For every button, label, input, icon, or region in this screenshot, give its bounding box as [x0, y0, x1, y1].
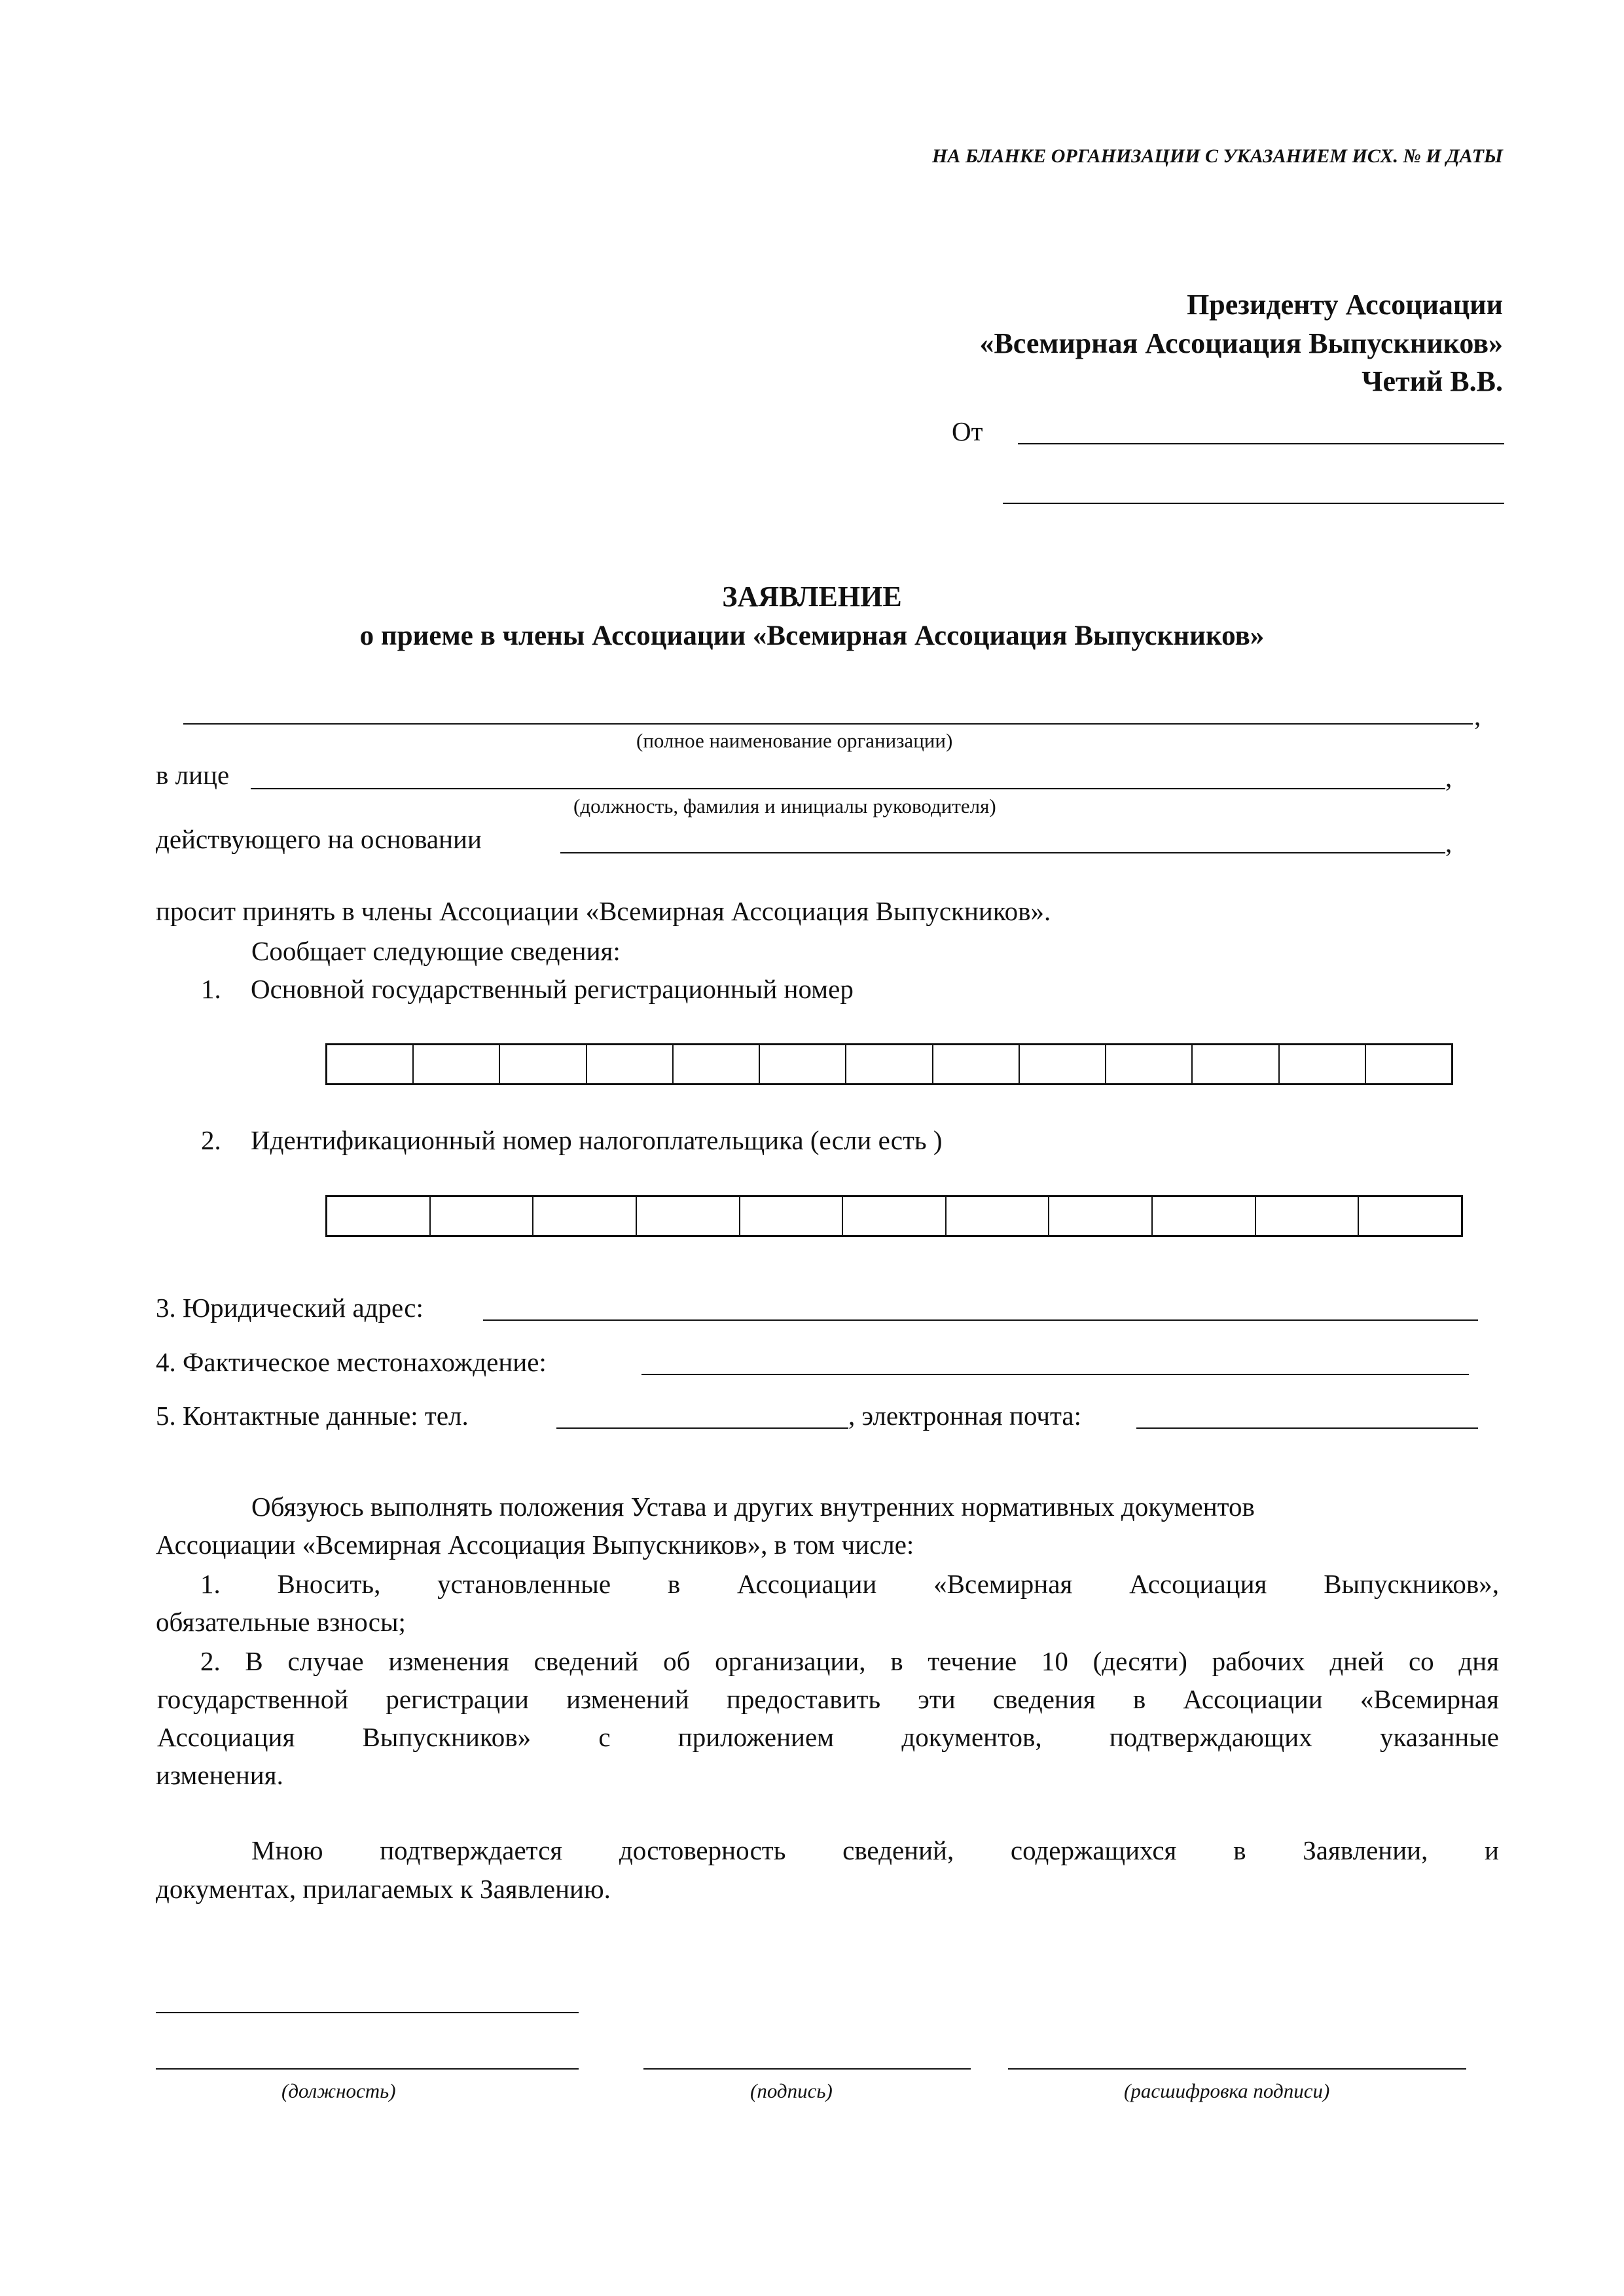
ogrn-digit-cell[interactable] [672, 1045, 759, 1083]
ogrn-input-grid[interactable] [325, 1043, 1453, 1085]
head-of-organization-field[interactable] [251, 788, 1445, 789]
addressee-line-1: Президенту Ассоциации [1187, 289, 1503, 321]
inn-digit-cell[interactable] [945, 1197, 1049, 1235]
ogrn-digit-cell[interactable] [586, 1045, 672, 1083]
head-comma: , [1445, 762, 1453, 793]
inn-digit-cell[interactable] [842, 1197, 945, 1235]
signature-decoding-line[interactable] [1008, 2068, 1466, 2070]
org-name-comma: , [1474, 701, 1481, 731]
org-name-caption: (полное наименование организации) [636, 729, 953, 752]
actual-location-label: 4. Фактическое местонахождение: [156, 1347, 547, 1377]
contact-phone-label: 5. Контактные данные: тел. [156, 1401, 469, 1431]
obligations-line-1: Обязуюсь выполнять положения Устава и других внутренних нормативных документов [251, 1492, 1255, 1522]
ogrn-digit-cell[interactable] [327, 1045, 412, 1083]
from-field-line-1[interactable] [1018, 443, 1504, 444]
obligation-2-line-4: изменения. [156, 1760, 283, 1790]
confirmation-line-2: документах, прилагаемых к Заявлению. [156, 1874, 611, 1904]
inn-digit-cell[interactable] [636, 1197, 739, 1235]
obligation-2-line-2: государственной регистрации изменений предоставить эти сведения в Ассоциации «Всемирная [157, 1684, 1499, 1714]
ogrn-digit-cell[interactable] [412, 1045, 499, 1083]
legal-address-field[interactable] [483, 1319, 1478, 1321]
ogrn-digit-cell[interactable] [1019, 1045, 1105, 1083]
ogrn-digit-cell[interactable] [1191, 1045, 1278, 1083]
in-person-label: в лице [156, 760, 230, 790]
document-title: ЗАЯВЛЕНИЕ [722, 581, 902, 613]
info-intro: Сообщает следующие сведения: [251, 936, 621, 966]
inn-digit-cell[interactable] [1151, 1197, 1255, 1235]
position-signature-line[interactable] [156, 2068, 579, 2070]
letterhead-note: НА БЛАНКЕ ОРГАНИЗАЦИИ С УКАЗАНИЕМ ИСХ. № И ДАТЫ [932, 145, 1503, 167]
from-label: От [952, 416, 983, 446]
head-caption: (должность, фамилия и инициалы руководителя) [573, 795, 996, 817]
signature-extra-line[interactable] [156, 2012, 579, 2013]
inn-digit-cell[interactable] [1255, 1197, 1358, 1235]
ogrn-digit-cell[interactable] [1278, 1045, 1365, 1083]
item-2-number: 2. [201, 1125, 221, 1155]
from-field-line-2[interactable] [1003, 503, 1504, 504]
inn-input-grid[interactable] [325, 1195, 1463, 1237]
inn-digit-cell[interactable] [532, 1197, 636, 1235]
request-text: просит принять в члены Ассоциации «Всемирная Ассоциация Выпускников». [156, 896, 1051, 926]
obligation-2-line-3: Ассоциация Выпускников» с приложением документов, подтверждающих указанные [157, 1722, 1499, 1752]
org-name-field[interactable] [183, 723, 1473, 725]
contact-email-label: , электронная почта: [848, 1401, 1082, 1431]
ogrn-digit-cell[interactable] [845, 1045, 931, 1083]
item-2-label: Идентификационный номер налогоплательщика (если есть ) [251, 1125, 943, 1155]
legal-address-label: 3. Юридический адрес: [156, 1293, 424, 1323]
obligations-line-2: Ассоциации «Всемирная Ассоциация Выпускников», в том числе: [156, 1530, 914, 1560]
obligation-1-line-2: обязательные взносы; [156, 1607, 406, 1637]
item-1-number: 1. [201, 974, 221, 1004]
signature-line[interactable] [643, 2068, 971, 2070]
item-1-label: Основной государственный регистрационный номер [251, 974, 854, 1004]
actual-location-field[interactable] [641, 1374, 1469, 1375]
basis-field[interactable] [560, 852, 1445, 853]
inn-digit-cell[interactable] [429, 1197, 533, 1235]
position-caption: (должность) [281, 2079, 396, 2102]
addressee-line-3: Четий В.В. [1362, 365, 1503, 397]
inn-digit-cell[interactable] [1358, 1197, 1461, 1235]
signature-decoding-caption: (расшифровка подписи) [1124, 2079, 1330, 2102]
inn-digit-cell[interactable] [739, 1197, 842, 1235]
email-field[interactable] [1136, 1427, 1478, 1429]
signature-caption: (подпись) [750, 2079, 833, 2102]
inn-digit-cell[interactable] [327, 1197, 429, 1235]
ogrn-digit-cell[interactable] [759, 1045, 845, 1083]
document-subtitle: о приеме в члены Ассоциации «Всемирная Ассоциация Выпускников» [359, 620, 1265, 651]
ogrn-digit-cell[interactable] [499, 1045, 585, 1083]
ogrn-digit-cell[interactable] [1365, 1045, 1451, 1083]
basis-comma: , [1445, 828, 1453, 858]
confirmation-line-1: Мною подтверждается достоверность сведений, содержащихся в Заявлении, и [251, 1835, 1499, 1865]
inn-digit-cell[interactable] [1048, 1197, 1151, 1235]
basis-label: действующего на основании [156, 824, 482, 854]
phone-field[interactable] [556, 1427, 848, 1429]
obligation-2-line-1: 2. В случае изменения сведений об организации, в течение 10 (десяти) рабочих дней со дня [200, 1646, 1499, 1676]
ogrn-digit-cell[interactable] [1105, 1045, 1191, 1083]
ogrn-digit-cell[interactable] [932, 1045, 1019, 1083]
obligation-1-line-1: 1. Вносить, установленные в Ассоциации «Всемирная Ассоциация Выпускников», [200, 1569, 1499, 1599]
addressee-line-2: «Всемирная Ассоциация Выпускников» [979, 327, 1503, 359]
